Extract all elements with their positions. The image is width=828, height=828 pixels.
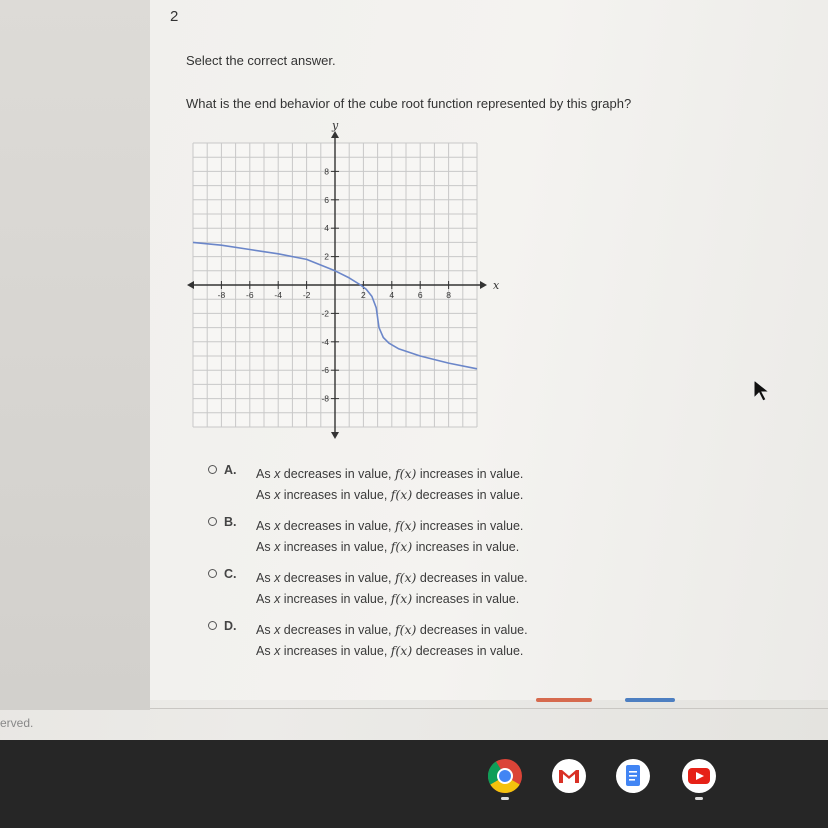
- option-letter: C.: [224, 567, 237, 581]
- x-tick-label: -4: [274, 290, 282, 300]
- option-phrase: increases in value,: [280, 540, 391, 554]
- option-letter: B.: [224, 515, 237, 529]
- function-notation: f(x): [390, 539, 413, 554]
- y-axis-arrow: [331, 131, 339, 138]
- x-tick-label: 6: [417, 290, 423, 300]
- docs-icon[interactable]: [615, 758, 651, 794]
- y-tick-label: 2: [324, 251, 329, 262]
- variable-x: x: [274, 467, 281, 481]
- footer-divider: [150, 708, 828, 709]
- option-phrase: As: [256, 488, 275, 502]
- gmail-icon[interactable]: [551, 758, 587, 794]
- variable-x: x: [274, 488, 281, 502]
- variable-x: x: [274, 571, 281, 585]
- x-tick-label: -6: [246, 290, 254, 300]
- option-text: [256, 463, 523, 505]
- variable-x: x: [274, 519, 281, 533]
- option-phrase: decreases in value,: [280, 623, 395, 637]
- option-phrase: decreases in value.: [412, 644, 524, 658]
- option-line: [256, 515, 523, 536]
- variable-x: x: [274, 592, 281, 606]
- youtube-icon[interactable]: [681, 758, 717, 794]
- radio-button[interactable]: [208, 621, 217, 630]
- reset-button[interactable]: [536, 698, 592, 702]
- option-phrase: As: [256, 571, 275, 585]
- function-notation: f(x): [394, 466, 417, 481]
- option-phrase: increases in value,: [280, 644, 391, 658]
- copyright-text: erved.: [0, 716, 34, 730]
- function-notation: f(x): [390, 591, 413, 606]
- option-phrase: increases in value.: [416, 519, 524, 533]
- option-phrase: As: [256, 592, 275, 606]
- function-notation: f(x): [390, 487, 413, 502]
- option-phrase: increases in value.: [416, 467, 524, 481]
- x-tick-label: 8: [446, 290, 451, 300]
- option-phrase: increases in value.: [412, 540, 520, 554]
- option-phrase: increases in value.: [412, 592, 520, 606]
- function-notation: f(x): [394, 518, 417, 533]
- function-notation: f(x): [390, 643, 413, 658]
- option-phrase: As: [256, 623, 275, 637]
- option-text: [256, 619, 528, 661]
- variable-x: x: [274, 623, 281, 637]
- function-notation: f(x): [394, 622, 417, 637]
- radio-button[interactable]: [208, 465, 217, 474]
- y-tick-label: 6: [324, 194, 329, 205]
- option-phrase: decreases in value.: [412, 488, 524, 502]
- option-text: [256, 567, 528, 609]
- function-notation: f(x): [394, 570, 417, 585]
- x-axis-label: x: [493, 279, 500, 292]
- option-line: [256, 463, 523, 484]
- x-tick-label: 4: [389, 290, 395, 300]
- y-tick-label: -8: [321, 393, 329, 404]
- option-line: [256, 536, 523, 557]
- y-axis-label: y: [332, 119, 339, 132]
- chrome-running-indicator: [501, 797, 509, 800]
- option-phrase: increases in value,: [280, 488, 391, 502]
- y-tick-label: 8: [324, 166, 329, 177]
- variable-x: x: [274, 644, 281, 658]
- question-number: 2: [170, 8, 179, 25]
- next-button[interactable]: [625, 698, 675, 702]
- radio-button[interactable]: [208, 517, 217, 526]
- option-phrase: decreases in value.: [416, 623, 528, 637]
- option-phrase: decreases in value.: [416, 571, 528, 585]
- left-margin: [0, 0, 150, 710]
- option-phrase: As: [256, 467, 275, 481]
- radio-button[interactable]: [208, 569, 217, 578]
- x-tick-label: -8: [217, 290, 226, 300]
- chrome-icon[interactable]: [487, 758, 523, 794]
- youtube-running-indicator: [695, 797, 703, 800]
- y-tick-label: -6: [321, 365, 329, 376]
- x-tick-label: -2: [302, 290, 311, 300]
- question-text: What is the end behavior of the cube root function represented by this graph?: [186, 96, 632, 111]
- variable-x: x: [274, 540, 281, 554]
- mouse-cursor-icon: [752, 378, 772, 404]
- option-phrase: decreases in value,: [280, 467, 395, 481]
- option-phrase: increases in value,: [280, 592, 391, 606]
- y-tick-label: -4: [321, 336, 329, 347]
- option-phrase: As: [256, 540, 275, 554]
- option-phrase: decreases in value,: [280, 571, 395, 585]
- coordinate-graph: [192, 119, 500, 437]
- option-letter: D.: [224, 619, 237, 633]
- option-line: [256, 619, 528, 640]
- option-text: [256, 515, 523, 557]
- y-tick-label: 4: [324, 223, 329, 234]
- option-line: [256, 567, 528, 588]
- option-line: [256, 484, 523, 505]
- instruction-text: Select the correct answer.: [186, 53, 336, 68]
- x-tick-label: 2: [361, 290, 366, 300]
- option-line: [256, 640, 528, 661]
- option-phrase: As: [256, 519, 275, 533]
- option-phrase: decreases in value,: [280, 519, 395, 533]
- option-letter: A.: [224, 463, 237, 477]
- option-phrase: As: [256, 644, 275, 658]
- option-line: [256, 588, 528, 609]
- y-tick-label: -2: [321, 308, 329, 319]
